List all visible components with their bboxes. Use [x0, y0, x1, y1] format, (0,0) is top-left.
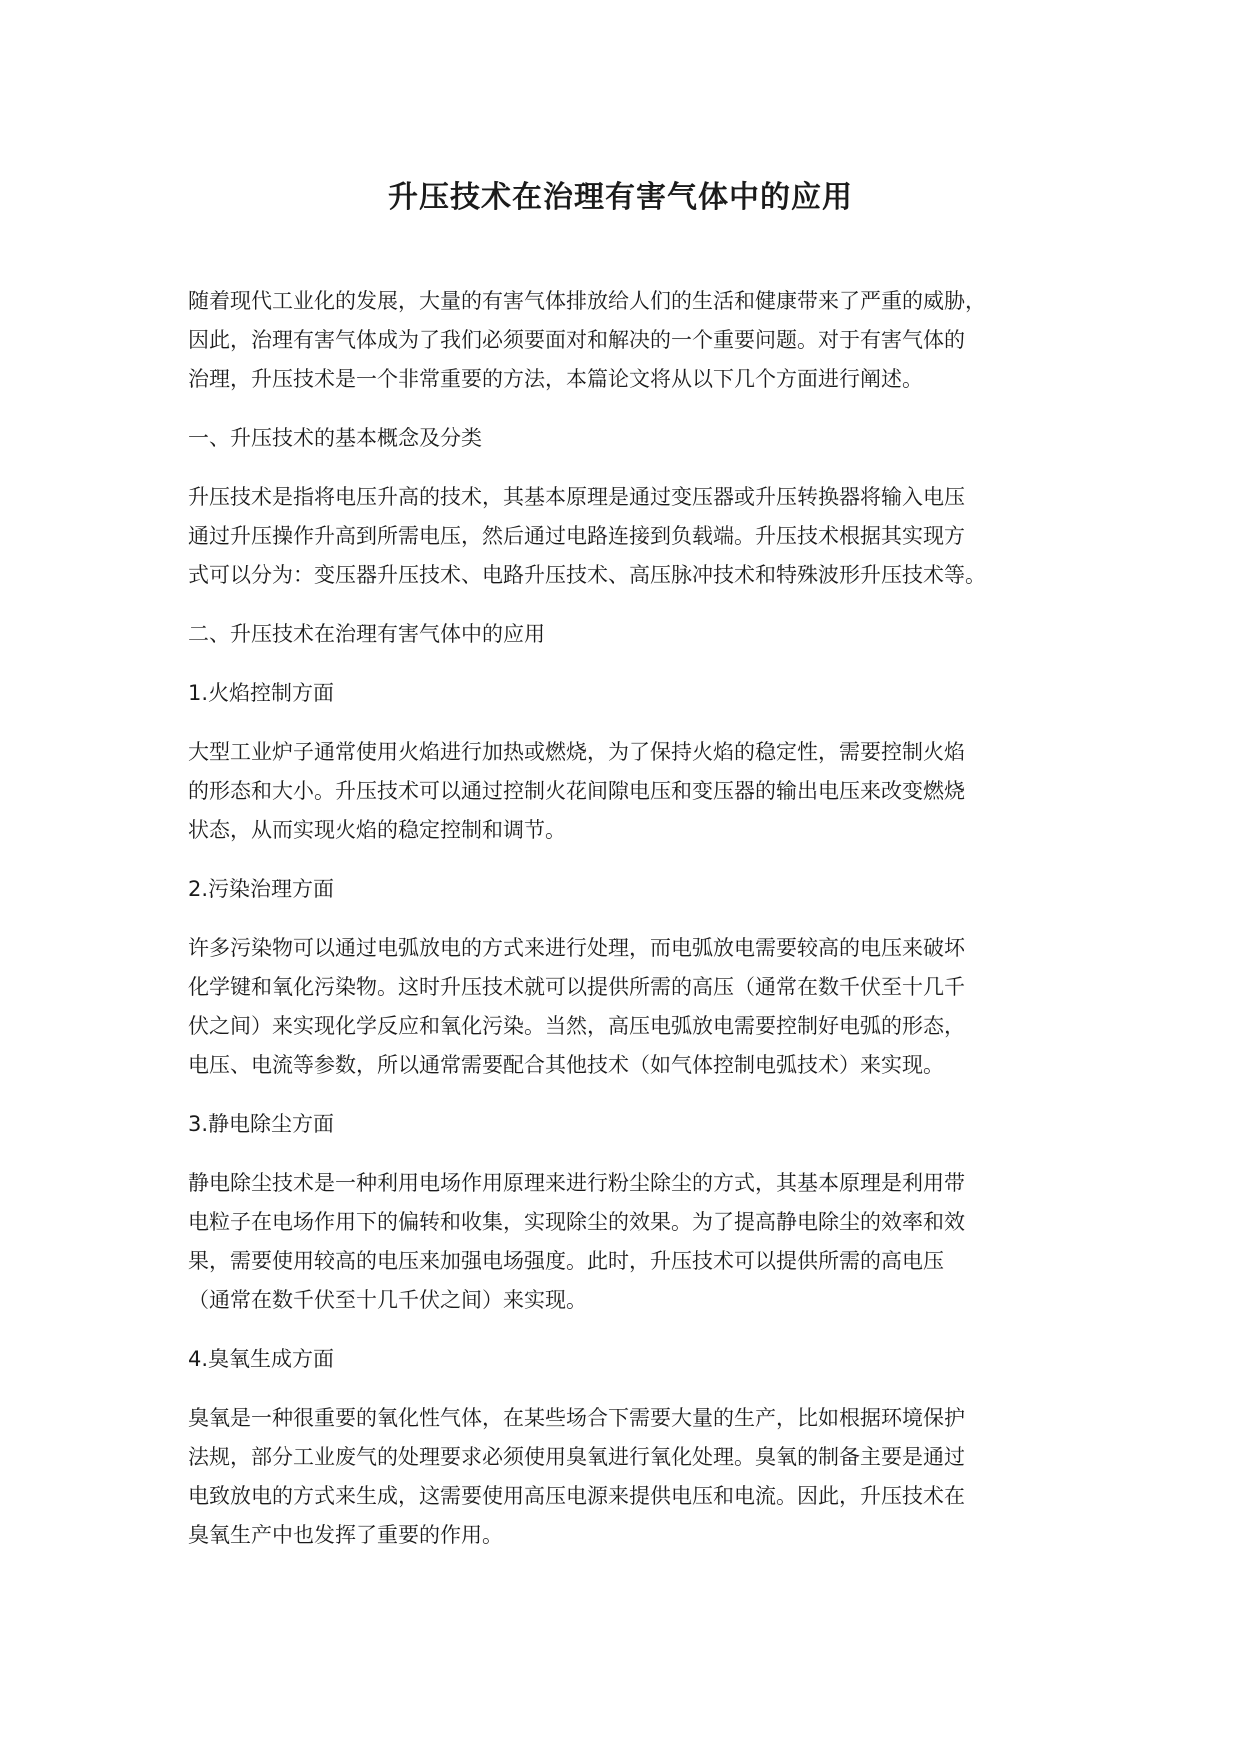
- subsection-3-paragraph: 静电除尘技术是一种利用电场作用原理来进行粉尘除尘的方式，其基本原理是利用带 电粒子在电场作用下的偏转和收集，实现除尘的效果。为了提高静电除尘的效率和效 果，需要使用较高的电压来加强电场强度。此时，升压技术可以提供所需的高电压 （通常在数千伏至十几千伏之间）来实现。: [188, 1171, 965, 1312]
- document-body: [188, 282, 1078, 1575]
- section-2-heading: 二、升压技术在治理有害气体中的应用: [188, 622, 545, 646]
- subsection-1-paragraph: 大型工业炉子通常使用火焰进行加热或燃烧，为了保持火焰的稳定性，需要控制火焰 的形态和大小。升压技术可以通过控制火花间隙电压和变压器的输出电压来改变燃烧 状态，从而实现火焰的稳定控制和调节。: [188, 740, 965, 842]
- subsection-2-heading: 2.污染治理方面: [188, 877, 335, 901]
- subsection-3-heading: 3.静电除尘方面: [188, 1112, 335, 1136]
- document-title: 升压技术在治理有害气体中的应用: [388, 180, 853, 215]
- intro-paragraph: 随着现代工业化的发展，大量的有害气体排放给人们的生活和健康带来了严重的威胁， 因此，治理有害气体成为了我们必须要面对和解决的一个重要问题。对于有害气体的 治理，升压技术是一个非常重要的方法，本篇论文将从以下几个方面进行阐述。: [188, 289, 986, 391]
- subsection-2-paragraph: 许多污染物可以通过电弧放电的方式来进行处理，而电弧放电需要较高的电压来破坏 化学键和氧化污染物。这时升压技术就可以提供所需的高压（通常在数千伏至十几千 伏之间）来实现化学反应和氧化污染。当然，高压电弧放电需要控制好电弧的形态， 电压、电流等参数，所以通常需要配合其他技术（如气体控制电弧技术）来实现。: [188, 936, 965, 1077]
- subsection-1-heading: 1.火焰控制方面: [188, 681, 335, 705]
- section-1-paragraph: 升压技术是指将电压升高的技术，其基本原理是通过变压器或升压转换器将输入电压 通过升压操作升高到所需电压，然后通过电路连接到负载端。升压技术根据其实现方 式可以分为：变压器升压技术、电路升压技术、高压脉冲技术和特殊波形升压技术等。: [188, 485, 986, 587]
- subsection-4-heading: 4.臭氧生成方面: [188, 1347, 335, 1371]
- section-1-heading: 一、升压技术的基本概念及分类: [188, 426, 482, 450]
- subsection-4-paragraph: 臭氧是一种很重要的氧化性气体，在某些场合下需要大量的生产，比如根据环境保护 法规，部分工业废气的处理要求必须使用臭氧进行氧化处理。臭氧的制备主要是通过 电致放电的方式来生成，这需要使用高压电源来提供电压和电流。因此，升压技术在 臭氧生产中也发挥了重要的作用。: [188, 1406, 965, 1547]
